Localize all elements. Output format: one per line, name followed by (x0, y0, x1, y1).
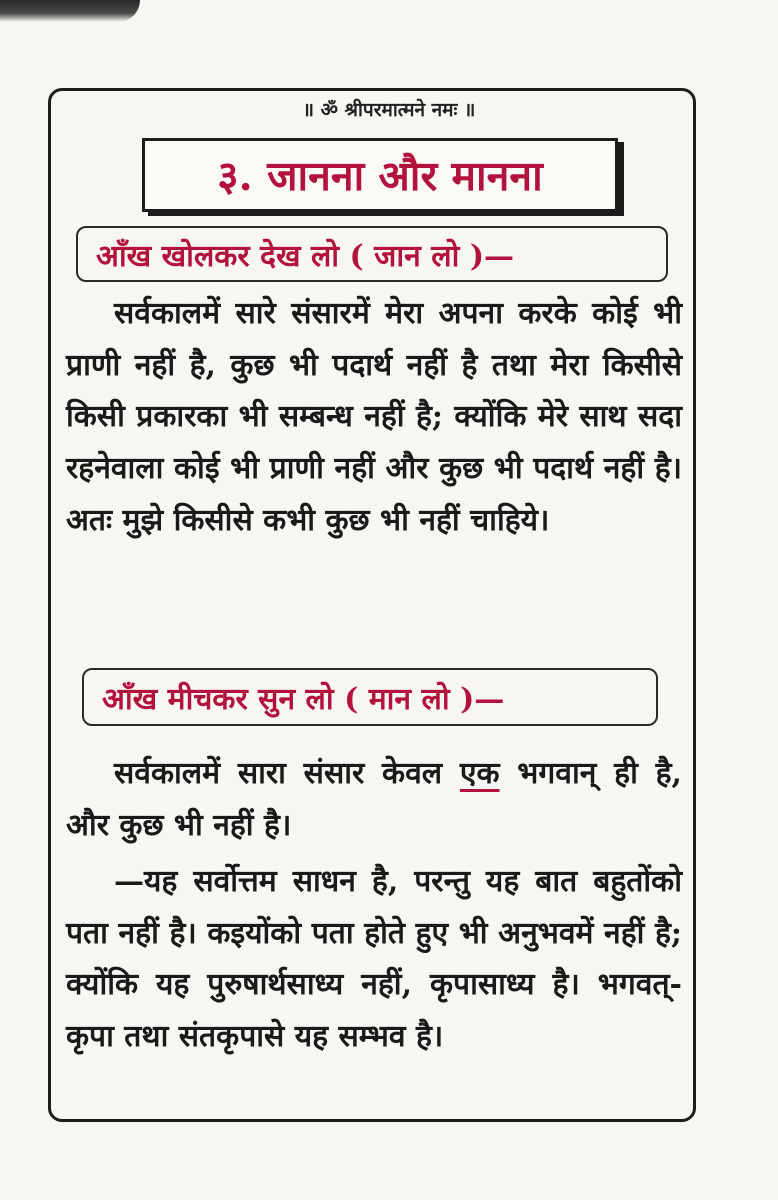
chapter-title-box (142, 138, 618, 212)
section1-heading-box (76, 226, 668, 282)
section2-paragraph-end: भगवान् ही है, और कुछ भी नहीं है। (66, 756, 682, 843)
section1-heading: आँख खोलकर देख लो ( जान लो )— (96, 238, 515, 274)
section2-paragraph-2-text: —यह सर्वोत्तम साधन है, परन्तु यह बात बहुतोंको पता नहीं है। कइयोंको पता होते हुए भी अनुभवमें नहीं है; क्योंकि यह पुरुषार्थसाध्य नहीं, कृपासाध्य है। भगवत्-कृपा तथा संतकृपासे यह सम्भव है। (66, 864, 682, 1055)
chapter-title: ३. जानना और मानना (217, 152, 543, 200)
section2-paragraph-2 (66, 856, 682, 1063)
emphasis-word: एक (459, 756, 500, 791)
section2-paragraph-start: सर्वकालमें सारा संसार केवल (114, 756, 460, 791)
section2-heading-box (82, 668, 658, 726)
section2-paragraph (66, 748, 682, 851)
section1-paragraph (66, 288, 682, 547)
section2-heading: आँख मीचकर सुन लो ( मान लो )— (102, 681, 505, 717)
page-corner-shadow (0, 0, 140, 22)
section1-paragraph-text: सर्वकालमें सारे संसारमें मेरा अपना करके कोई भी प्राणी नहीं है, कुछ भी पदार्थ नहीं है तथा मेरा किसीसे किसी प्रकारका भी सम्बन्ध नहीं है; क्योंकि मेरे साथ सदा रहनेवाला कोई भी प्राणी नहीं और कुछ भी पदार्थ नहीं है। अतः मुझे किसीसे कभी कुछ भी नहीं चाहिये। (66, 296, 682, 538)
invocation-text: ॥ ॐ श्रीपरमात्मने नमः ॥ (302, 99, 476, 121)
